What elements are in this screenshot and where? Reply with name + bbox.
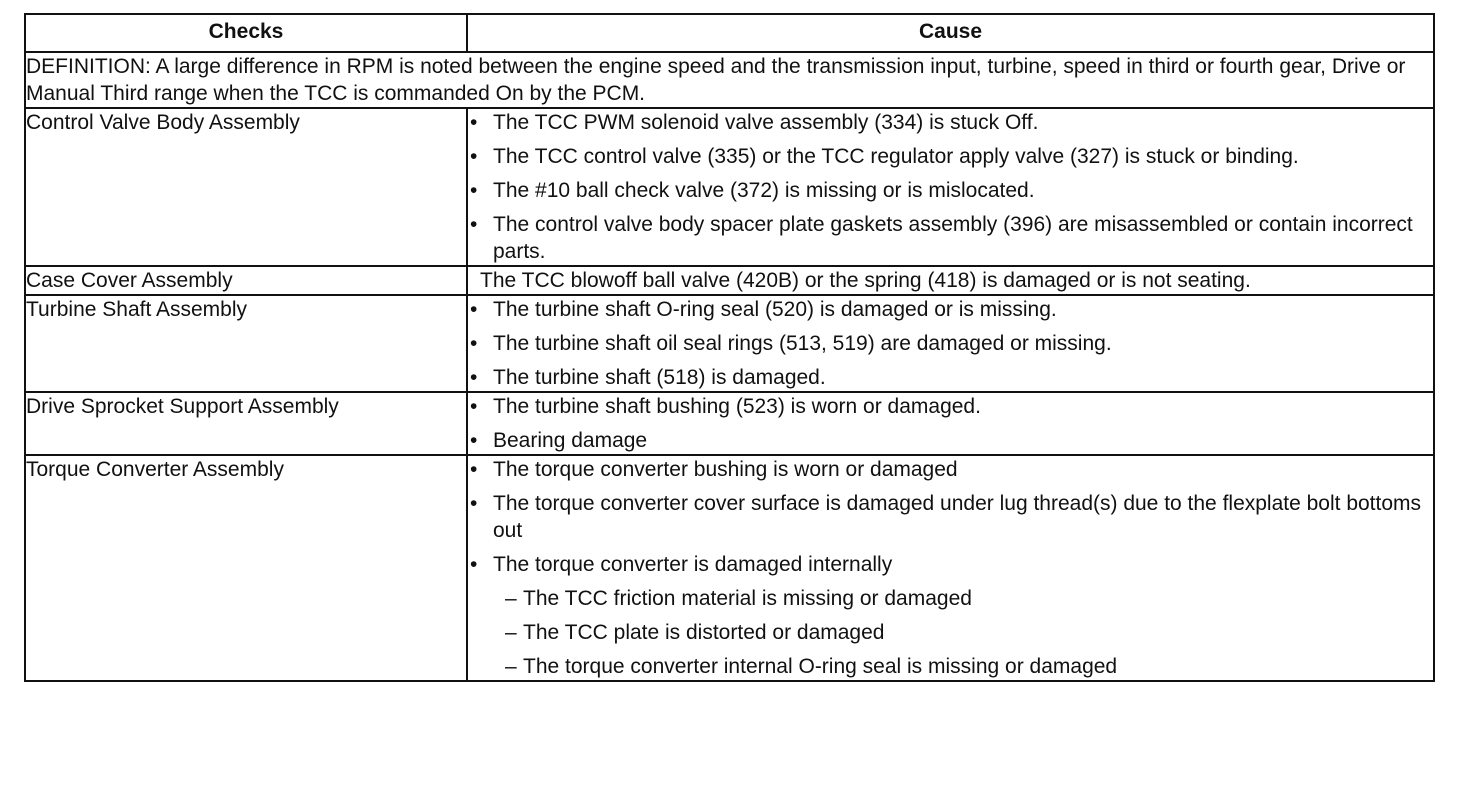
cause-item bbox=[468, 296, 1433, 323]
cause-item bbox=[468, 427, 1433, 454]
cause-item bbox=[468, 109, 1433, 136]
subcause-item bbox=[505, 653, 1433, 680]
cause-list bbox=[468, 109, 1433, 265]
bullet-icon: • bbox=[470, 458, 478, 481]
cause-item bbox=[468, 364, 1433, 391]
bullet-icon: • bbox=[470, 395, 478, 418]
cause-cell bbox=[467, 455, 1434, 681]
check-cell: Case Cover Assembly bbox=[25, 266, 467, 295]
subcause-text: The torque converter internal O-ring seal is missing or damaged bbox=[523, 655, 1118, 678]
cause-column-header: Cause bbox=[467, 14, 1434, 52]
cause-item bbox=[468, 211, 1433, 265]
cause-text: The control valve body spacer plate gaskets assembly (396) are misassembled or contain incorrect parts. bbox=[493, 213, 1413, 263]
table-row bbox=[25, 108, 1434, 266]
bullet-icon: • bbox=[470, 213, 478, 236]
dash-icon: – bbox=[505, 621, 517, 644]
subcause-item bbox=[505, 619, 1433, 646]
dash-icon: – bbox=[505, 587, 517, 610]
bullet-icon: • bbox=[470, 429, 478, 452]
check-cell: Drive Sprocket Support Assembly bbox=[25, 392, 467, 455]
dash-icon: – bbox=[505, 655, 517, 678]
bullet-icon: • bbox=[470, 366, 478, 389]
cause-item bbox=[468, 143, 1433, 170]
diagnostic-table bbox=[24, 13, 1435, 682]
cause-item bbox=[468, 330, 1433, 357]
cause-item bbox=[468, 393, 1433, 420]
cause-text: The TCC PWM solenoid valve assembly (334) is stuck Off. bbox=[493, 111, 1039, 134]
checks-column-header: Checks bbox=[25, 14, 467, 52]
cause-item bbox=[468, 177, 1433, 204]
table-row bbox=[25, 266, 1434, 295]
subcause-item bbox=[505, 585, 1433, 612]
cause-text: The torque converter bushing is worn or damaged bbox=[493, 458, 958, 481]
cause-item bbox=[468, 551, 1433, 680]
cause-list bbox=[468, 456, 1433, 680]
cause-text: The TCC control valve (335) or the TCC regulator apply valve (327) is stuck or binding. bbox=[493, 145, 1299, 168]
cause-text: The torque converter cover surface is damaged under lug thread(s) due to the flexplate bolt bottoms out bbox=[493, 492, 1422, 542]
table-row bbox=[25, 455, 1434, 681]
subcause-list bbox=[493, 585, 1433, 680]
bullet-icon: • bbox=[470, 553, 478, 576]
cause-cell bbox=[467, 392, 1434, 455]
cause-text: The turbine shaft bushing (523) is worn or damaged. bbox=[493, 395, 981, 418]
subcause-text: The TCC friction material is missing or damaged bbox=[523, 587, 972, 610]
cause-cell: The TCC blowoff ball valve (420B) or the spring (418) is damaged or is not seating. bbox=[467, 266, 1434, 295]
cause-list bbox=[468, 296, 1433, 391]
cause-text: The #10 ball check valve (372) is missing or is mislocated. bbox=[493, 179, 1035, 202]
cause-text: Bearing damage bbox=[493, 429, 648, 452]
bullet-icon: • bbox=[470, 332, 478, 355]
cause-text: The turbine shaft oil seal rings (513, 519) are damaged or missing. bbox=[493, 332, 1112, 355]
cause-cell bbox=[467, 108, 1434, 266]
cause-list bbox=[468, 393, 1433, 454]
subcause-text: The TCC plate is distorted or damaged bbox=[523, 621, 885, 644]
cause-cell bbox=[467, 295, 1434, 392]
table-row bbox=[25, 392, 1434, 455]
bullet-icon: • bbox=[470, 298, 478, 321]
cause-item bbox=[468, 456, 1433, 483]
table-row bbox=[25, 295, 1434, 392]
cause-text: The turbine shaft (518) is damaged. bbox=[493, 366, 826, 389]
check-cell: Control Valve Body Assembly bbox=[25, 108, 467, 266]
cause-text: The torque converter is damaged internally bbox=[493, 553, 893, 576]
bullet-icon: • bbox=[470, 492, 478, 515]
check-cell: Torque Converter Assembly bbox=[25, 455, 467, 681]
bullet-icon: • bbox=[470, 179, 478, 202]
check-cell: Turbine Shaft Assembly bbox=[25, 295, 467, 392]
bullet-icon: • bbox=[470, 111, 478, 134]
definition-row bbox=[25, 52, 1434, 108]
definition-text: DEFINITION: A large difference in RPM is noted between the engine speed and the transmission input, turbine, speed in third or fourth gear, Drive or Manual Third range when the TCC is commanded On by the PCM. bbox=[25, 52, 1434, 108]
cause-text: The turbine shaft O-ring seal (520) is damaged or is missing. bbox=[493, 298, 1057, 321]
bullet-icon: • bbox=[470, 145, 478, 168]
header-row bbox=[25, 14, 1434, 52]
cause-item bbox=[468, 490, 1433, 544]
